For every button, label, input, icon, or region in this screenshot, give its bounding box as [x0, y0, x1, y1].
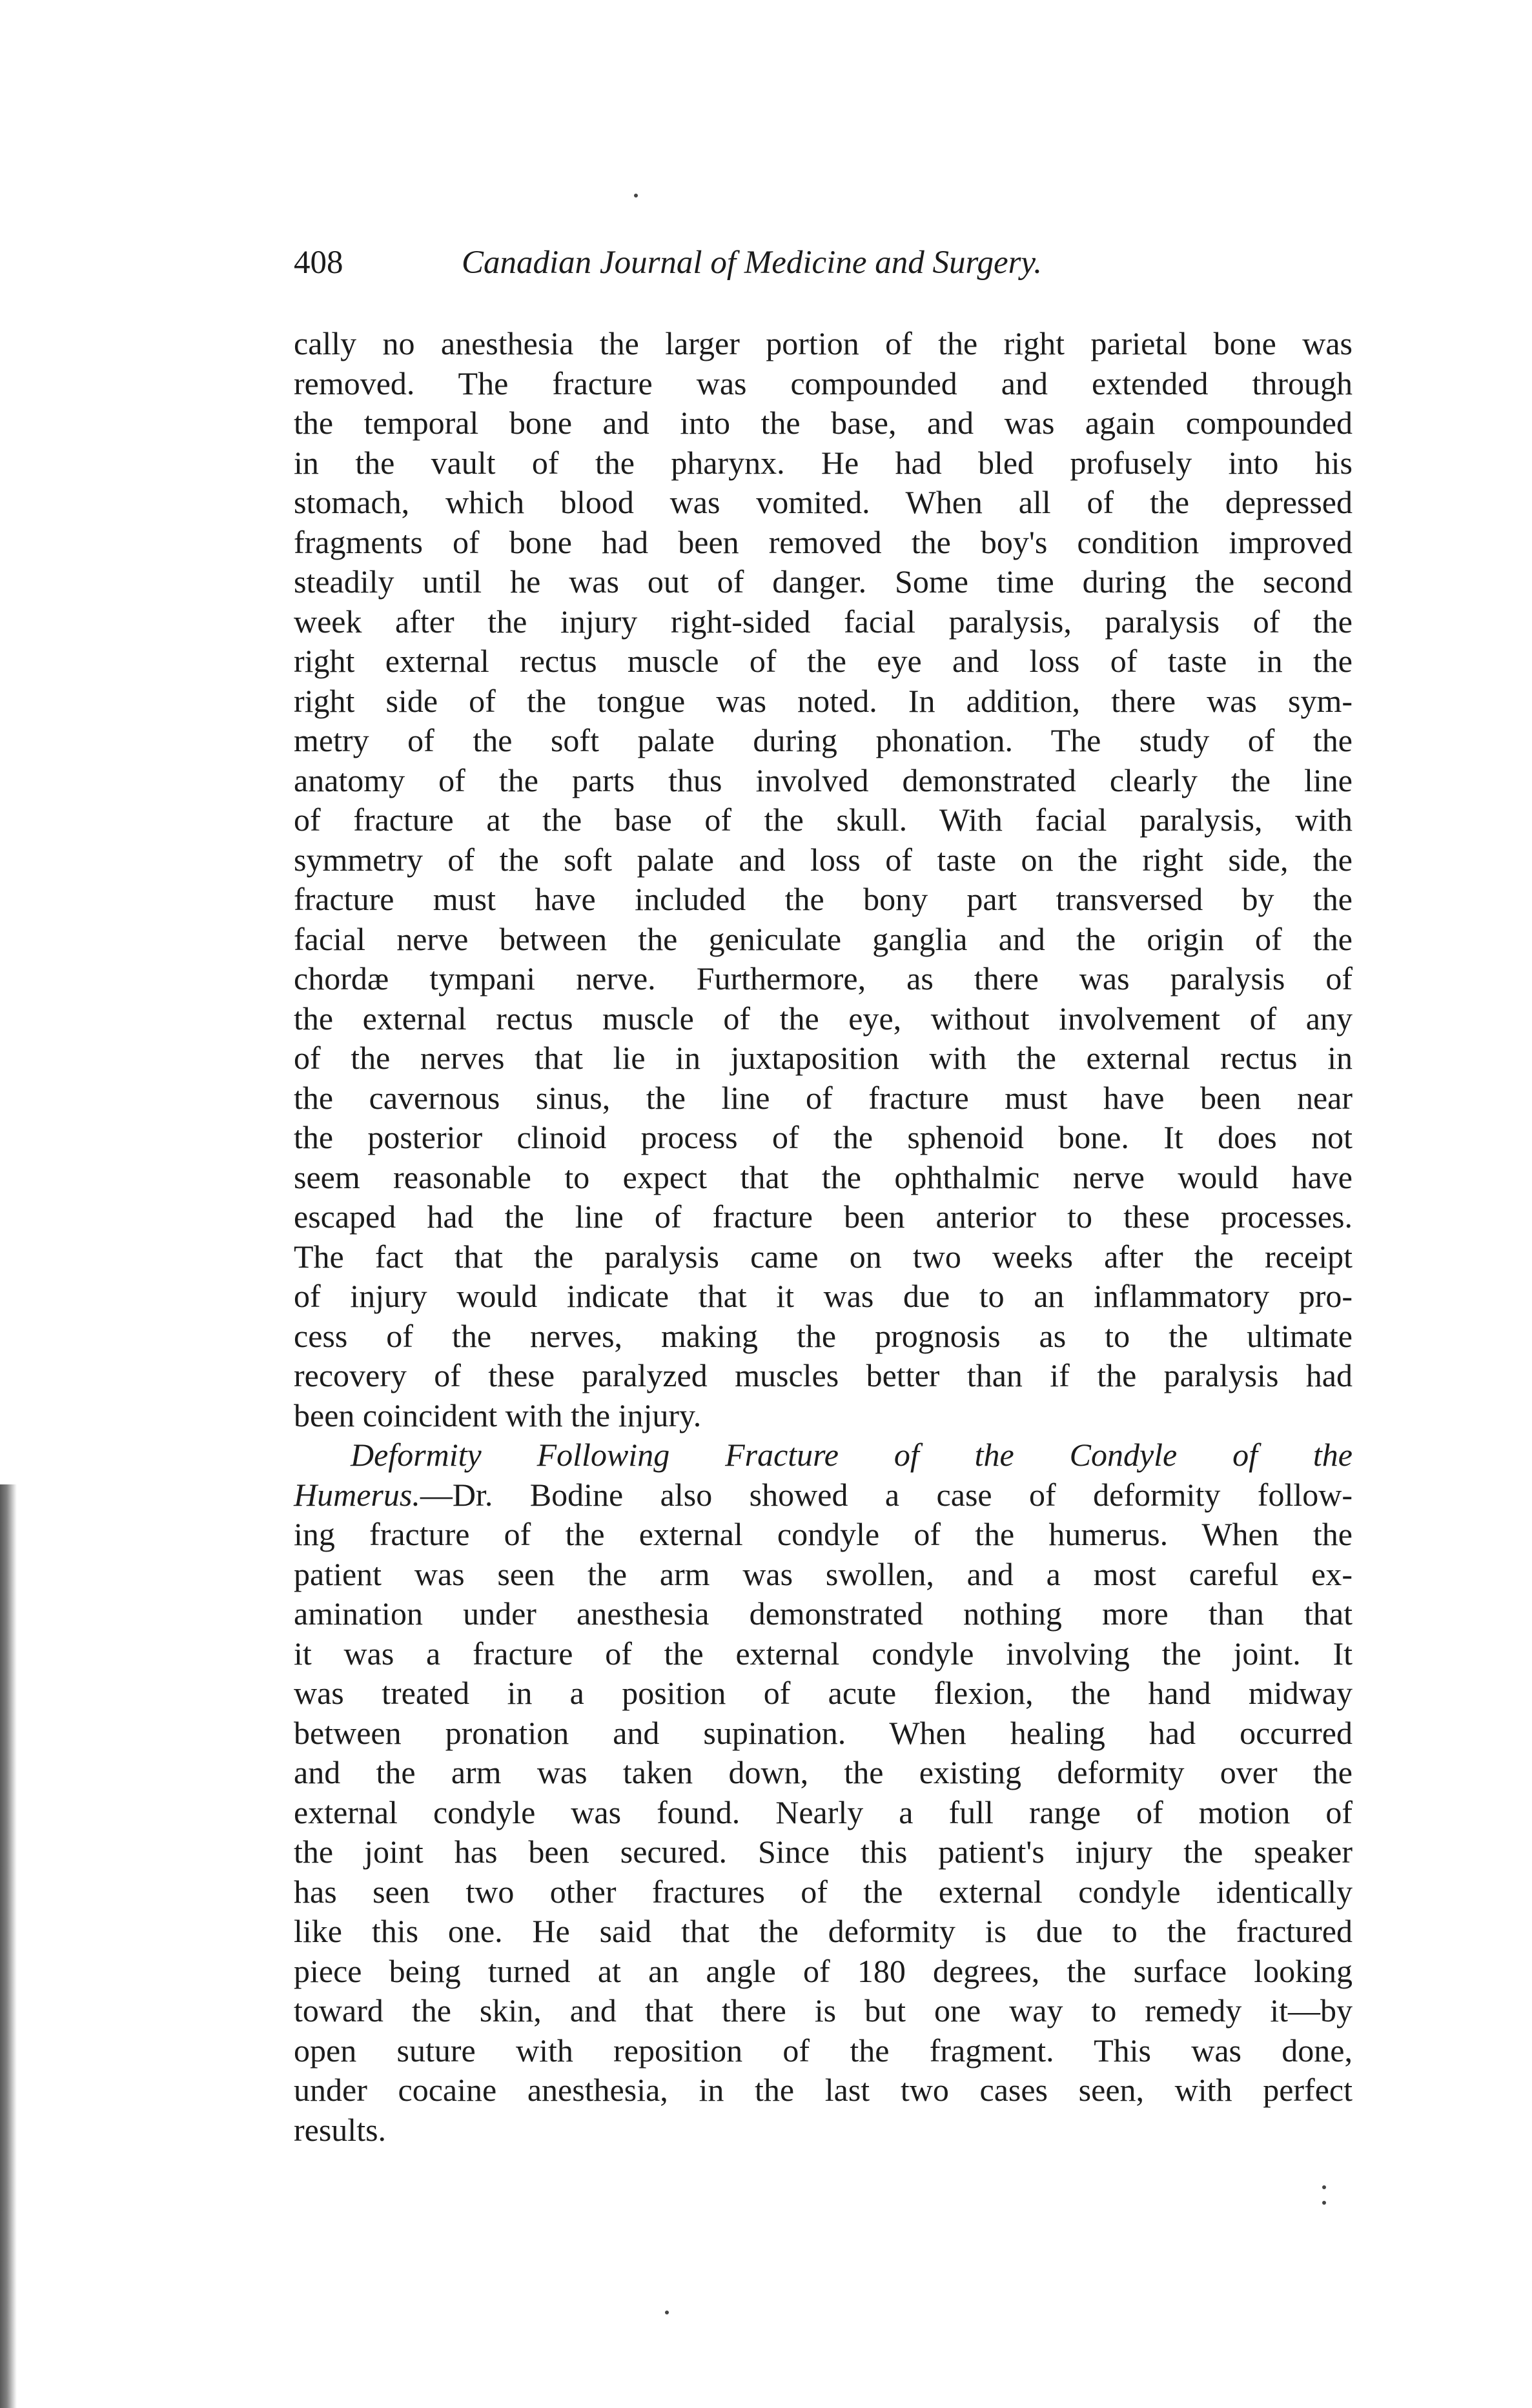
text-line: steadily until he was out of danger. Some time during the second — [294, 563, 1353, 600]
text-line: metry of the soft palate during phonation. The study of the — [294, 722, 1353, 758]
section-heading: Deformity Following Fracture of the Condyle of the — [351, 1437, 1353, 1473]
text-line: escaped had the line of fracture been anterior to these processes. — [294, 1199, 1353, 1235]
text-line: the external rectus muscle of the eye, without involvement of any — [294, 1000, 1353, 1037]
body-text — [294, 324, 1353, 2150]
text-line: results. — [294, 2111, 387, 2148]
text-line: cally no anesthesia the larger portion of the right parietal bone was — [294, 325, 1353, 361]
text-line: symmetry of the soft palate and loss of taste on the right side, the — [294, 841, 1353, 878]
text-line: the joint has been secured. Since this patient's injury the speaker — [294, 1834, 1353, 1870]
text-line: toward the skin, and that there is but one way to remedy it—by — [294, 1992, 1353, 2029]
paragraph-skull-fracture — [294, 324, 1353, 1435]
text-line: facial nerve between the geniculate ganglia and the origin of the — [294, 920, 1353, 957]
text-line: the posterior clinoid process of the sphenoid bone. It does not — [294, 1119, 1353, 1155]
text-line: open suture with reposition of the fragment. This was done, — [294, 2032, 1353, 2069]
running-title: Canadian Journal of Medicine and Surgery. — [462, 245, 1042, 281]
scan-speck — [1322, 2201, 1326, 2205]
scan-speck — [634, 194, 638, 197]
page-header — [294, 244, 1340, 289]
text-line: external condyle was found. Nearly a full range of motion of — [294, 1794, 1353, 1830]
text-line: piece being turned at an angle of 180 degrees, the surface looking — [294, 1952, 1353, 1989]
text-line: was treated in a position of acute flexion, the hand midway — [294, 1675, 1353, 1711]
text-line: like this one. He said that the deformity is due to the fractured — [294, 1913, 1353, 1949]
paragraph-humerus-deformity — [294, 1435, 1353, 2150]
text-line: in the vault of the pharynx. He had bled profusely into his — [294, 444, 1353, 481]
text-line: the temporal bone and into the base, and was again compounded — [294, 405, 1353, 441]
text-line: ing fracture of the external condyle of the humerus. When the — [294, 1516, 1353, 1552]
text-run: —Dr. Bodine also showed a case of deformity follow- — [420, 1476, 1353, 1513]
text-line: seem reasonable to expect that the ophthalmic nerve would have — [294, 1158, 1353, 1195]
text-line: of injury would indicate that it was due to an inflammatory pro- — [294, 1278, 1353, 1314]
text-line: removed. The fracture was compounded and extended through — [294, 365, 1353, 401]
text-line: recovery of these paralyzed muscles better than if the paralysis had — [294, 1357, 1353, 1393]
text-line: patient was seen the arm was swollen, and a most careful ex- — [294, 1555, 1353, 1592]
text-line: the cavernous sinus, the line of fracture must have been near — [294, 1079, 1353, 1116]
scan-speck — [1322, 2185, 1326, 2189]
text-line: and the arm was taken down, the existing deformity over the — [294, 1754, 1353, 1790]
text-line: cess of the nerves, making the prognosis as to the ultimate — [294, 1317, 1353, 1354]
text-line: week after the injury right-sided facial paralysis, paralysis of the — [294, 603, 1353, 640]
text-line: fracture must have included the bony part transversed by the — [294, 881, 1353, 917]
text-line: between pronation and supination. When healing had occurred — [294, 1714, 1353, 1751]
text-line: has seen two other fractures of the external condyle identically — [294, 1873, 1353, 1910]
text-line: fragments of bone had been removed the boy's condition improved — [294, 523, 1353, 560]
text-line: been coincident with the injury. — [294, 1397, 702, 1433]
page-number: 408 — [294, 245, 343, 281]
text-line: right side of the tongue was noted. In addition, there was sym- — [294, 682, 1353, 719]
section-heading-continued: Humerus. — [294, 1476, 420, 1513]
text-line — [294, 1475, 1353, 1515]
text-line: right external rectus muscle of the eye and loss of taste in the — [294, 643, 1353, 679]
text-line: of the nerves that lie in juxtaposition with the external rectus in — [294, 1040, 1353, 1076]
text-line: under cocaine anesthesia, in the last two cases seen, with perfect — [294, 2072, 1353, 2108]
text-line: it was a fracture of the external condyle involving the joint. It — [294, 1635, 1353, 1672]
text-line: The fact that the paralysis came on two weeks after the receipt — [294, 1238, 1353, 1275]
text-line: stomach, which blood was vomited. When all of the depressed — [294, 484, 1353, 520]
scan-speck — [665, 2311, 669, 2314]
text-line: amination under anesthesia demonstrated nothing more than that — [294, 1595, 1353, 1632]
text-line: anatomy of the parts thus involved demonstrated clearly the line — [294, 762, 1353, 798]
text-line: of fracture at the base of the skull. With facial paralysis, with — [294, 802, 1353, 838]
scan-binding-edge — [0, 1484, 17, 2408]
text-line: chordæ tympani nerve. Furthermore, as there was paralysis of — [294, 960, 1353, 997]
